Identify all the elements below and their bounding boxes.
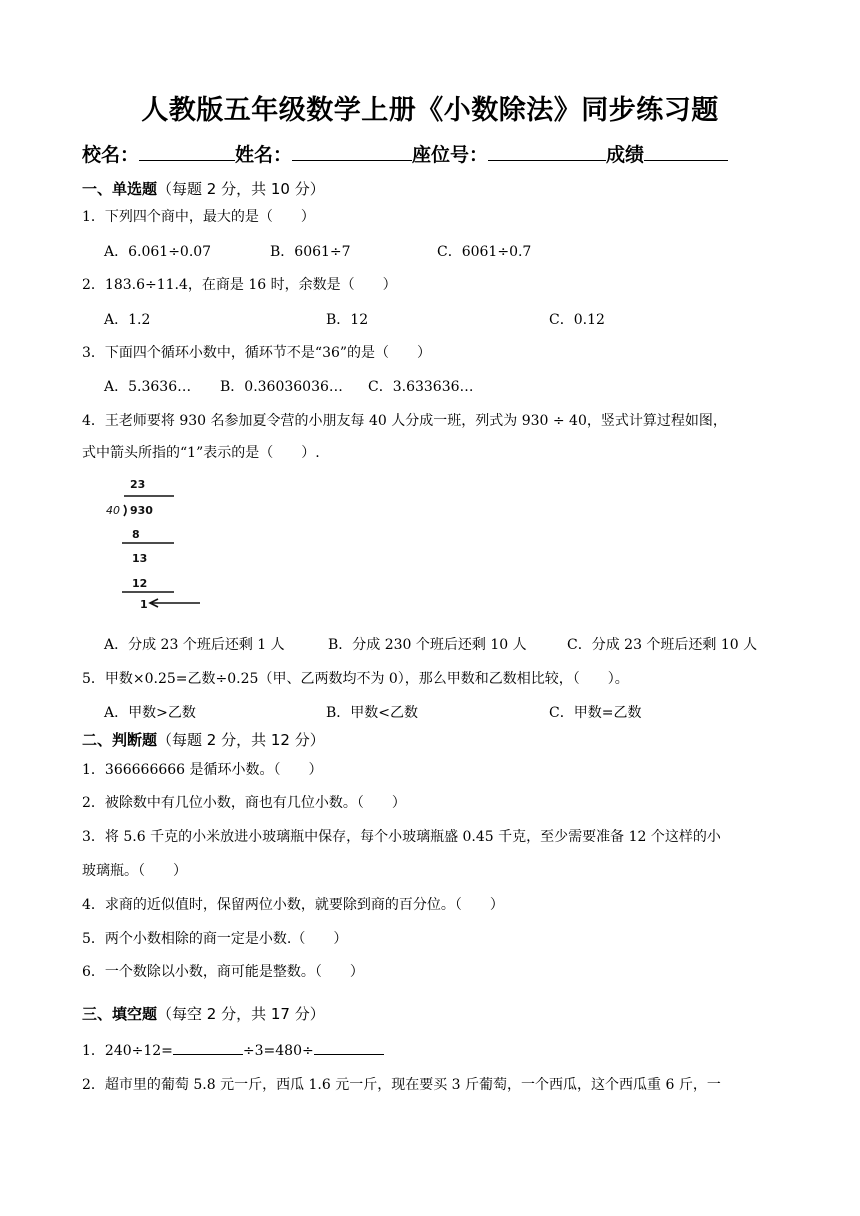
option-c[interactable]: C．分成 23 个班后还剩 10 人	[567, 637, 758, 653]
figure-step3: 12	[132, 577, 148, 590]
option-a[interactable]: A．5.3636…	[104, 379, 192, 395]
seat-label: 座位号：	[412, 144, 489, 166]
question-text: 5．甲数×0.25=乙数÷0.25（甲、乙两数均不为 0），那么甲数和乙数相比较，（ ）。	[82, 671, 629, 687]
question-text: 3．下面四个循环小数中，循环节不是“36”的是（ ）	[82, 345, 432, 361]
question-text: 2．超市里的葡萄 5.8 元一斤，西瓜 1.6 元一斤，现在要买 3 斤葡萄，一个西瓜，这个西瓜重 6 斤，一	[82, 1077, 721, 1093]
option-a[interactable]: A．1.2	[104, 312, 151, 328]
option-a[interactable]: A．6.061÷0.07	[104, 244, 212, 260]
option-c[interactable]: C．6061÷0.7	[437, 244, 532, 260]
fill-question-1: 1．240÷12= ÷3=480÷	[82, 1040, 384, 1060]
figure-step2: 13	[132, 552, 148, 565]
section-heading-fill-in: 三、填空题（每空 2 分，共 17 分）	[82, 1005, 325, 1023]
answer-blank[interactable]	[173, 1040, 243, 1055]
option-b[interactable]: B．0.36036036…	[220, 379, 343, 395]
student-info-row	[82, 140, 728, 167]
answer-blank[interactable]	[314, 1040, 384, 1055]
question-text-continued: 玻璃瓶。（ ）	[82, 863, 187, 879]
section-heading-single-choice: 一、单选题（每题 2 分，共 10 分）	[82, 180, 325, 198]
option-a[interactable]: A．分成 23 个班后还剩 1 人	[104, 637, 285, 653]
option-c[interactable]: C．0.12	[549, 312, 605, 328]
option-b[interactable]: B．分成 230 个班后还剩 10 人	[328, 637, 527, 653]
question-text: 2．183.6÷11.4，在商是 16 时，余数是（ ）	[82, 277, 397, 293]
question-text: 1．下列四个商中，最大的是（ ）	[82, 209, 315, 225]
division-bracket	[124, 505, 126, 516]
section-heading-true-false: 二、判断题（每题 2 分，共 12 分）	[82, 731, 325, 749]
question-text: 5．两个小数相除的商一定是小数.（ ）	[82, 931, 348, 947]
option-c[interactable]: C．甲数=乙数	[549, 705, 642, 721]
figure-quotient: 23	[130, 478, 146, 491]
option-b[interactable]: B．6061÷7	[270, 244, 351, 260]
figure-remainder: 1	[140, 598, 148, 611]
page-title: 人教版五年级数学上册《小数除法》同步练习题	[141, 95, 719, 126]
option-b[interactable]: B．12	[326, 312, 369, 328]
figure-step1: 8	[132, 528, 140, 541]
question-text-continued: 式中箭头所指的“1”表示的是（ ）.	[82, 445, 320, 461]
figure-dividend: 930	[130, 504, 153, 517]
question-text: 4．求商的近似值时，保留两位小数，就要除到商的百分位。（ ）	[82, 897, 504, 913]
option-c[interactable]: C．3.633636…	[368, 379, 474, 395]
question-text: 2．被除数中有几位小数，商也有几位小数。（ ）	[82, 795, 406, 811]
name-label: 姓名：	[235, 144, 293, 166]
name-blank[interactable]	[292, 142, 412, 161]
school-label: 校名：	[82, 144, 140, 166]
long-division-figure	[100, 474, 210, 614]
score-blank[interactable]	[644, 142, 728, 161]
figure-divisor: 40	[106, 504, 120, 517]
option-a[interactable]: A．甲数>乙数	[104, 705, 196, 721]
question-text: 6．一个数除以小数，商可能是整数。（ ）	[82, 964, 364, 980]
question-text: 4．王老师要将 930 名参加夏令营的小朋友每 40 人分成一班，列式为 930 ÷ 40，竖式计算过程如图，	[82, 413, 727, 429]
seat-blank[interactable]	[488, 142, 606, 161]
question-text: 3．将 5.6 千克的小米放进小玻璃瓶中保存，每个小玻璃瓶盛 0.45 千克，至少需要准备 12 个这样的小	[82, 829, 721, 845]
option-b[interactable]: B．甲数<乙数	[326, 705, 419, 721]
school-blank[interactable]	[139, 142, 235, 161]
score-label: 成绩	[606, 144, 645, 166]
question-text: 1．366666666 是循环小数。（ ）	[82, 762, 323, 778]
